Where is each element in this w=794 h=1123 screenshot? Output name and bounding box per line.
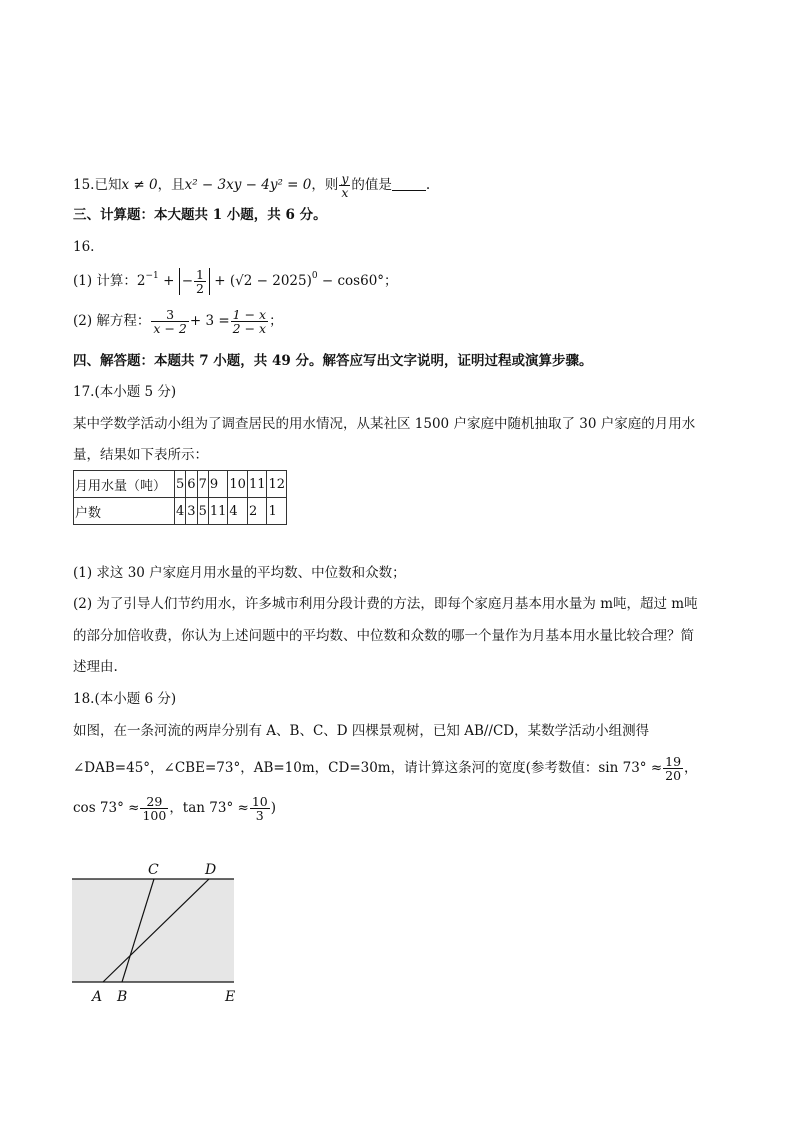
q15-equation: x² − 3xy − 4y² = 0 [184,177,312,194]
question-16-part-2: (2) 解方程： $\frac{3}{x - 2}$ + 3 = $\frac{1 - x}{2 - x}$ ； [73,307,283,337]
answer-blank[interactable] [392,189,426,191]
question-16-number: 16. [73,239,95,255]
point-label-C: C [148,862,159,878]
question-16-part-1: (1) 计算：$2^{-1}$ + − $\frac{1}{2}$ + $(√2 - 2025)^0 - \cos 60^\circ$； [73,267,398,297]
point-label-D: D [205,862,217,878]
question-17-text-2: 量，结果如下表所示： [73,447,208,463]
question-18-number: 18.(本小题 6 分) [73,691,177,707]
question-17-sub-2a: (2) 为了引导人们节约用水，许多城市利用分段计费的方法，即每个家庭月基本用水量为 m吨，超过 m吨 [73,596,698,612]
question-17-sub-2b: 的部分加倍收费，你认为上述问题中的平均数、中位数和众数的哪一个量作为月基本用水量比较合理？简 [73,628,694,644]
water-usage-table [73,470,287,525]
question-17-sub-2c: 述理由. [73,659,118,675]
point-label-E: E [225,989,236,1005]
question-18-text-3: cos 73° ≈ $\frac{29}{100}$ ，tan 73° ≈ $\frac{10}{3}$ ) [73,794,276,824]
table-row: 月用水量（吨） 5 6 7 9 10 11 12 [74,471,287,498]
question-17-sub-1: (1) 求这 30 户家庭月用水量的平均数、中位数和众数； [73,565,406,581]
river-area [72,879,234,982]
question-17-number: 17.(本小题 5 分) [73,384,177,400]
absolute-value: − $\frac{1}{2}$ [179,268,210,295]
question-18-text-2: ∠DAB=45°，∠CBE=73°，AB=10m，CD=30m，请计算这条河的宽度(参考数值：sin 73° ≈ $\frac{19}{20}$ ， [73,754,698,784]
point-label-A: A [92,989,103,1005]
q15-condition: x ≠ 0 [121,177,158,194]
section-3-heading: 三、计算题：本大题共 1 小题，共 6 分。 [73,207,327,223]
river-figure [70,855,270,1010]
question-15: 15.已知x ≠ 0，且x² − 3xy − 4y² = 0，则 $\frac{y}{x}$ 的值是 . [73,171,431,201]
question-17-text-1: 某中学数学活动小组为了调查居民的用水情况，从某社区 1500 户家庭中随机抽取了 30 户家庭的月用水 [73,416,696,432]
q15-fraction: $\frac{y}{x}$ [341,171,349,201]
point-label-B: B [117,989,128,1005]
question-18-text-1: 如图，在一条河流的两岸分别有 A、B、C、D 四棵景观树，已知 AB//CD，某数学活动小组测得 [73,723,650,739]
section-4-heading: 四、解答题：本题共 7 小题，共 49 分。解答应写出文字说明，证明过程或演算步骤。 [73,353,593,369]
table-row: 户数 4 3 5 11 4 2 1 [74,498,287,525]
